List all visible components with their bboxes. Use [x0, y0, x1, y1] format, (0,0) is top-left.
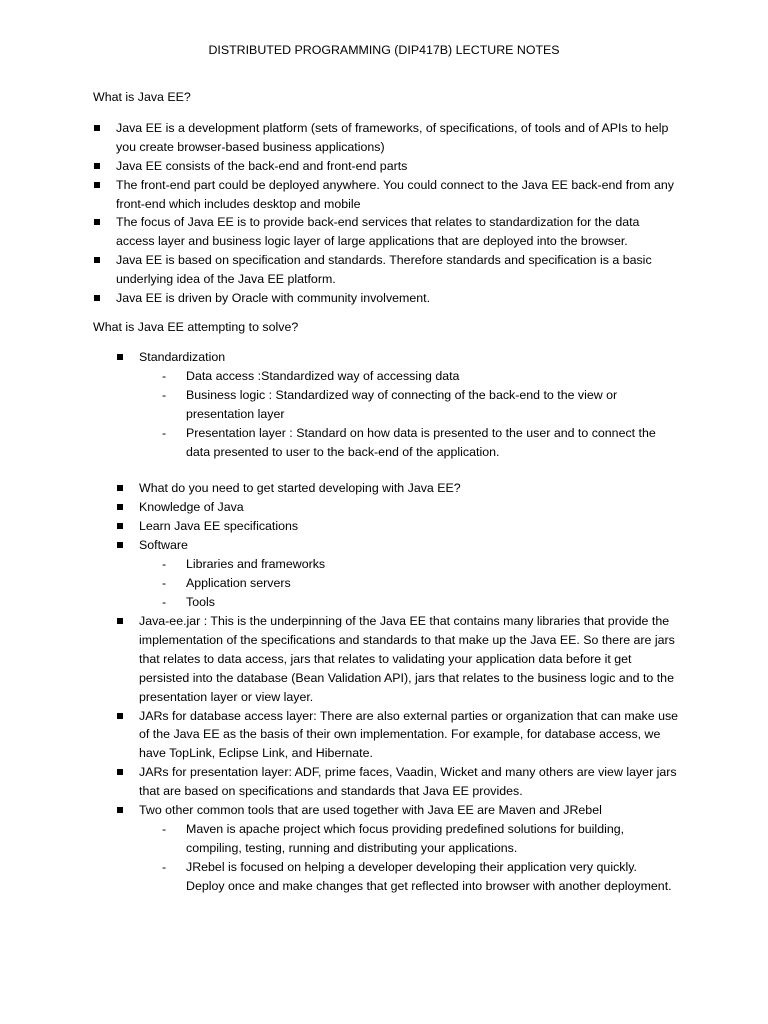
list-item: - JRebel is focused on helping a developer developing their application very quickly. Deploy once and make changes that get reflected into browser with another deployment. [162, 859, 672, 893]
list-item: - Tools [162, 594, 215, 609]
bullet-icon [94, 219, 100, 225]
bullet-icon [117, 713, 123, 719]
list-item: - Data access :Standardized way of accessing data [162, 369, 460, 383]
list-item: Software [139, 536, 675, 555]
bullet-icon [94, 295, 100, 301]
list-item: JARs for database access layer: There are also external parties or organization that can make use of the Java EE as the basis of their own implementation. For example, for database access, we have TopLink, Eclipse Link, and Hibernate. [139, 707, 679, 764]
bullet-icon [94, 163, 100, 169]
list-item: Two other common tools that are used together with Java EE are Maven and JRebel [139, 801, 679, 820]
bullet-icon [117, 542, 123, 548]
section-heading-what-is-java-ee: What is Java EE? [93, 90, 191, 104]
document-title: DISTRIBUTED PROGRAMMING (DIP417B) LECTURE NOTES [208, 43, 560, 57]
bullet-icon [117, 523, 123, 529]
list-item: JARs for presentation layer: ADF, prime faces, Vaadin, Wicket and many others are view layer jars that are based on specifications and standards that Java EE provides. [139, 763, 679, 801]
tools-sublist [162, 820, 676, 914]
bullet-icon [117, 769, 123, 775]
bullet-icon [117, 354, 123, 360]
list-item: What do you need to get started developing with Java EE? [139, 479, 675, 498]
bullet-icon [117, 618, 123, 624]
standardization-sublist [162, 367, 676, 461]
list-item: - Presentation layer : Standard on how data is presented to the user and to connect the data presented to user to the back-end of the application. [162, 425, 656, 459]
jars-list [139, 612, 679, 820]
list-item: - Business logic : Standardized way of connecting of the back-end to the view or presentation layer [162, 387, 618, 421]
list-item: Knowledge of Java [139, 498, 675, 517]
list-item: The focus of Java EE is to provide back-end services that relates to standardization for the data access layer and business logic layer of large applications that are deployed into the browser. [116, 213, 676, 251]
section-heading-attempting-to-solve: What is Java EE attempting to solve? [93, 320, 299, 334]
bullet-icon [94, 125, 100, 131]
list-item: Java EE is a development platform (sets of frameworks, of specifications, of tools and of APIs to help you create browser-based business applications) [116, 119, 676, 157]
standardization-list [139, 348, 669, 367]
list-item: Learn Java EE specifications [139, 517, 675, 536]
java-ee-bullet-list [116, 119, 676, 308]
list-item: Java EE consists of the back-end and front-end parts [116, 157, 676, 176]
bullet-icon [117, 504, 123, 510]
bullet-icon [94, 182, 100, 188]
list-item: Standardization [139, 348, 669, 367]
list-item: - Libraries and frameworks [162, 557, 326, 571]
software-sublist [162, 555, 676, 612]
bullet-icon [117, 485, 123, 491]
list-item: The front-end part could be deployed anywhere. You could connect to the Java EE back-end from any front-end which includes desktop and mobile [116, 176, 676, 214]
list-item: - Maven is apache project which focus providing predefined solutions for building, compiling, testing, running and distributing your applications. [162, 822, 625, 855]
bullet-icon [117, 807, 123, 813]
list-item: Java EE is driven by Oracle with community involvement. [116, 289, 676, 308]
list-item: Java EE is based on specification and standards. Therefore standards and specification is a basic underlying idea of the Java EE platform. [116, 251, 676, 289]
getting-started-list [139, 479, 675, 555]
list-item: Java-ee.jar : This is the underpinning of the Java EE that contains many libraries that provide the implementation of the specifications and standards to that make up the Java EE. So there are jars that relates to data access, jars that relates to validating your application data before it get persisted into the database (Bean Validation API), jars that relates to the business logic and to the presentation layer or view layer. [139, 612, 679, 707]
list-item: - Application servers [162, 575, 291, 590]
bullet-icon [94, 257, 100, 263]
